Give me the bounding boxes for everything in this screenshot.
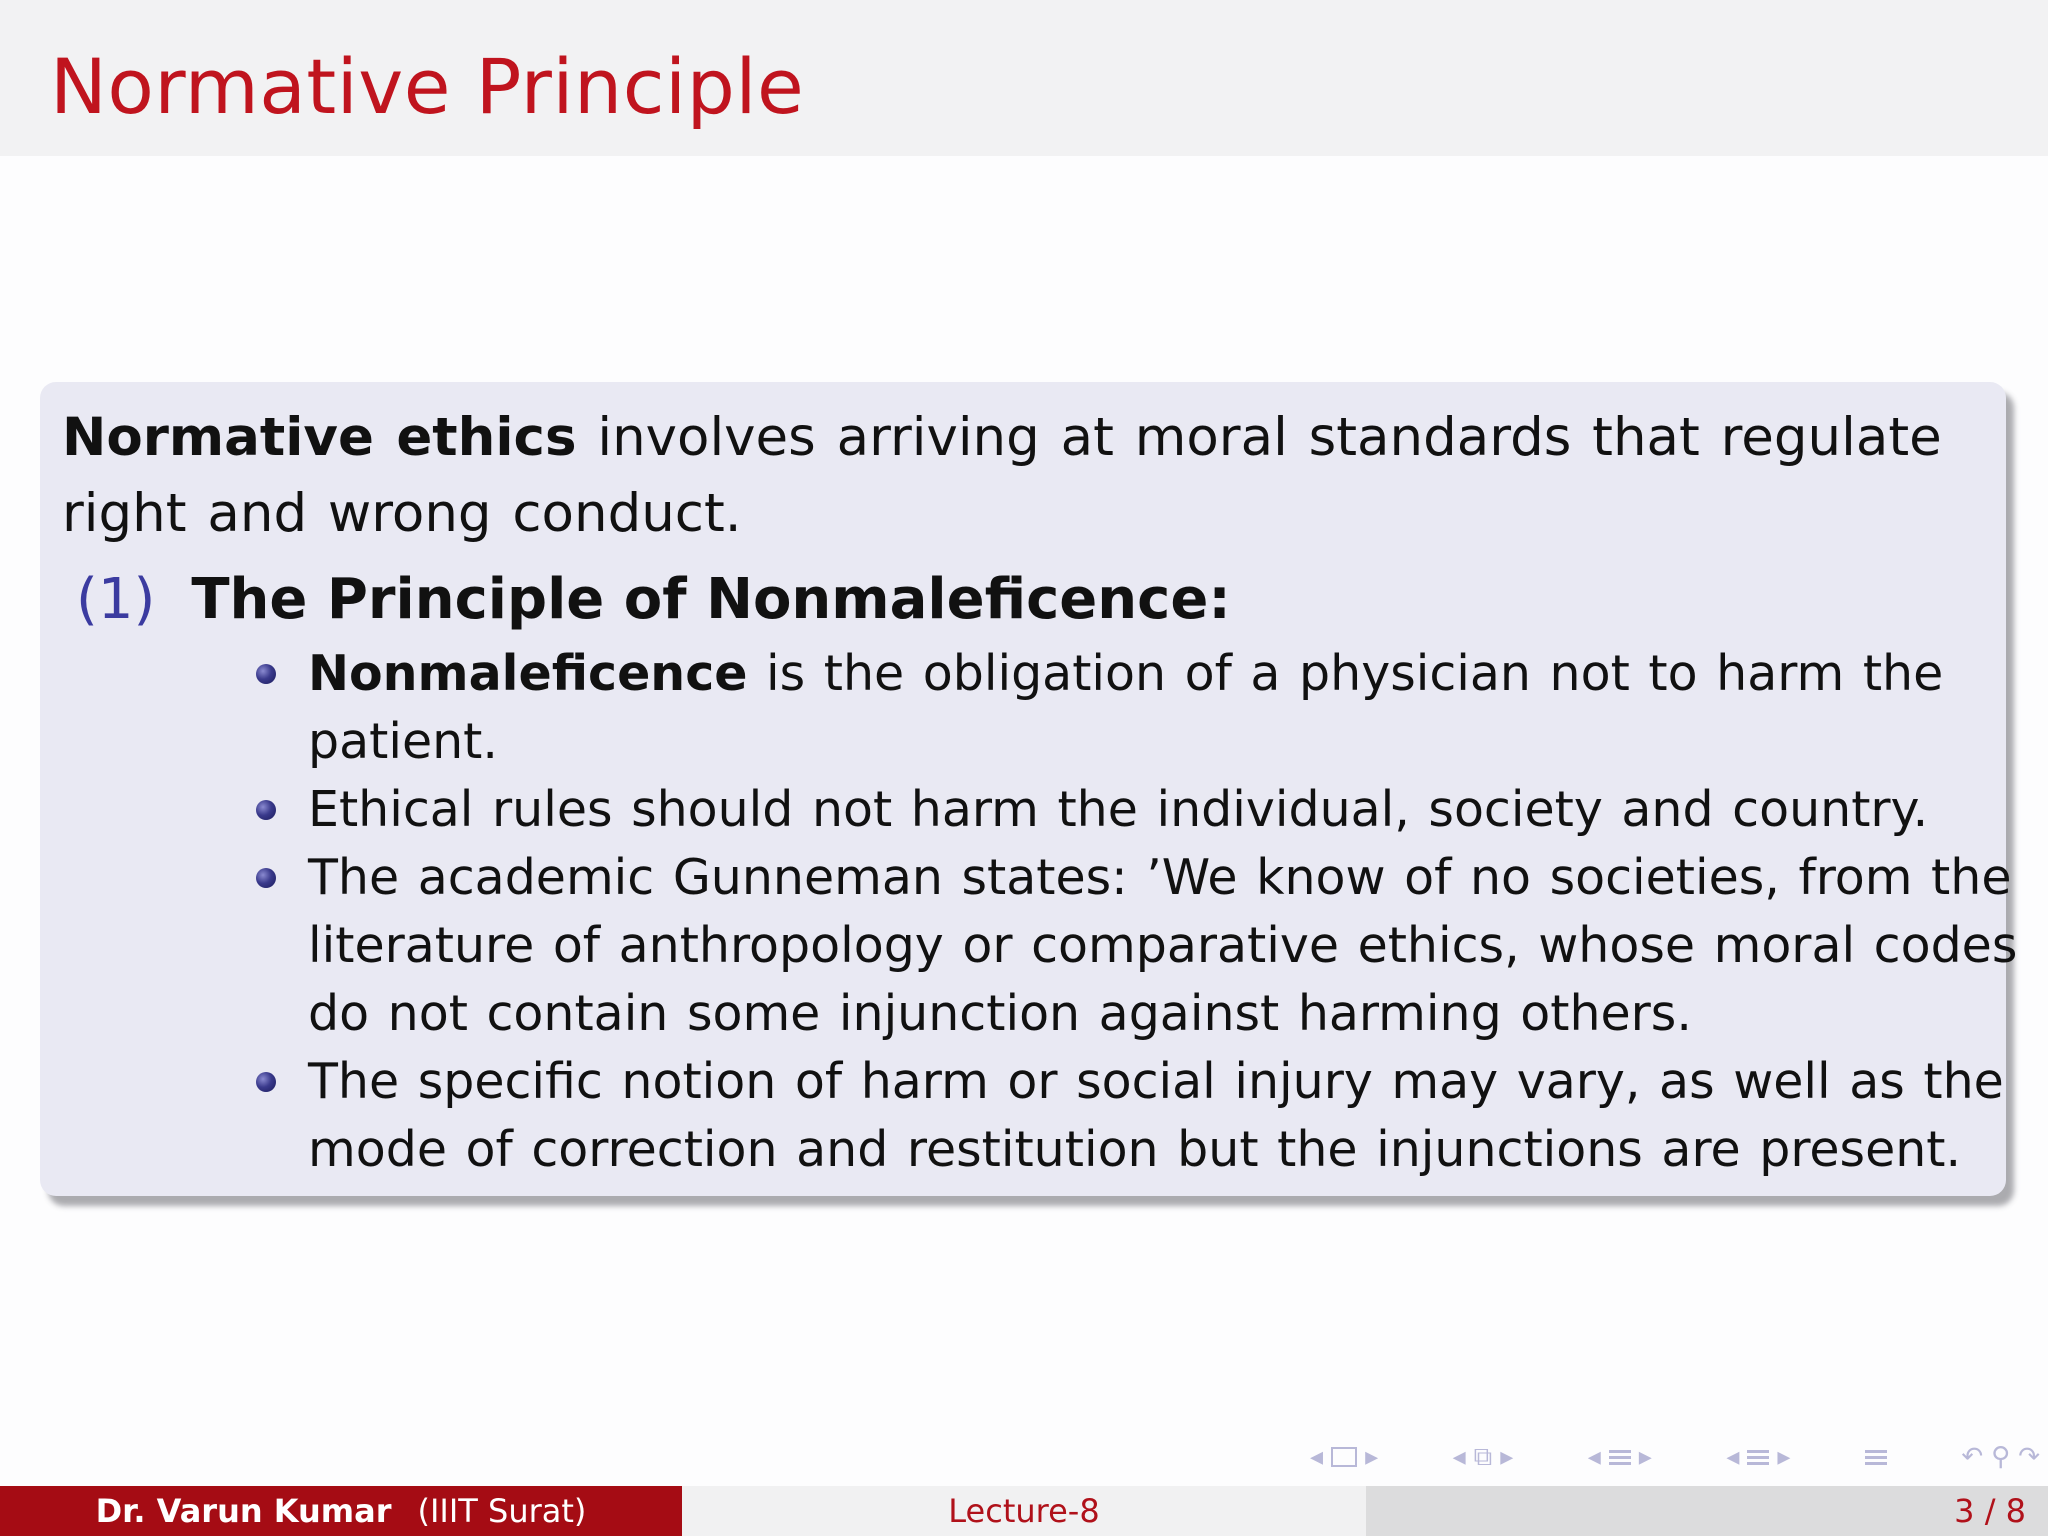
nav-toc-icon[interactable] xyxy=(1865,1450,1887,1465)
item-text: The academic Gunneman states: ’We know of no societies, from the literature of anthropology or comparative ethics, whose moral codes do not contain some injunction against harming others. xyxy=(308,849,2018,1042)
enum-heading: The Principle of Nonmaleficence: xyxy=(191,567,1231,632)
bullet-icon xyxy=(256,1072,276,1092)
enum-number: (1) xyxy=(76,567,156,632)
author-affiliation: (IIIT Surat) xyxy=(417,1492,587,1530)
slide-title: Normative Principle xyxy=(50,42,805,131)
list-item xyxy=(254,776,2024,844)
bullet-list xyxy=(254,640,2024,1184)
footer xyxy=(0,1486,2048,1536)
footer-lecture: Lecture-8 xyxy=(682,1486,1366,1536)
nav-search-icon[interactable]: ⚲ xyxy=(1991,1442,2011,1472)
list-item xyxy=(254,640,2024,776)
item-text: Ethical rules should not harm the individual, society and country. xyxy=(308,781,1929,838)
nav-frame-icon[interactable]: ◂ ▸ xyxy=(1310,1442,1379,1472)
bullet-icon xyxy=(256,868,276,888)
intro-text: involves arriving at moral standards that regulate right and wrong conduct. xyxy=(62,407,1942,544)
nav-subsection-icon[interactable]: ◂ ⧉ ▸ xyxy=(1452,1441,1514,1472)
nav-document-icon[interactable]: ◂ ▸ xyxy=(1726,1442,1791,1472)
intro-term: Normative ethics xyxy=(62,407,577,468)
enumerated-heading xyxy=(76,562,1231,638)
nav-section-icon[interactable]: ◂ ▸ xyxy=(1587,1442,1652,1472)
list-item xyxy=(254,844,2024,1048)
intro-paragraph xyxy=(62,400,1982,552)
bullet-icon xyxy=(256,800,276,820)
list-item xyxy=(254,1048,2024,1184)
content-block xyxy=(40,382,2018,1196)
footer-author xyxy=(0,1486,682,1536)
beamer-navigation-bar xyxy=(1310,1440,2040,1474)
bullet-icon xyxy=(256,664,276,684)
item-text: is the obligation of a physician not to harm the patient. xyxy=(308,645,1944,770)
item-term: Nonmaleficence xyxy=(308,645,748,702)
author-name: Dr. Varun Kumar xyxy=(95,1492,392,1530)
nav-search-controls xyxy=(1961,1442,2040,1472)
item-text: The specific notion of harm or social injury may vary, as well as the mode of correction and restitution but the injunctions are present. xyxy=(308,1053,2004,1178)
nav-back-icon[interactable]: ↶ xyxy=(1961,1442,1984,1472)
nav-forward-icon[interactable]: ↷ xyxy=(2018,1442,2040,1472)
footer-page-number: 3 / 8 xyxy=(1366,1486,2048,1536)
title-bar xyxy=(0,0,2048,156)
